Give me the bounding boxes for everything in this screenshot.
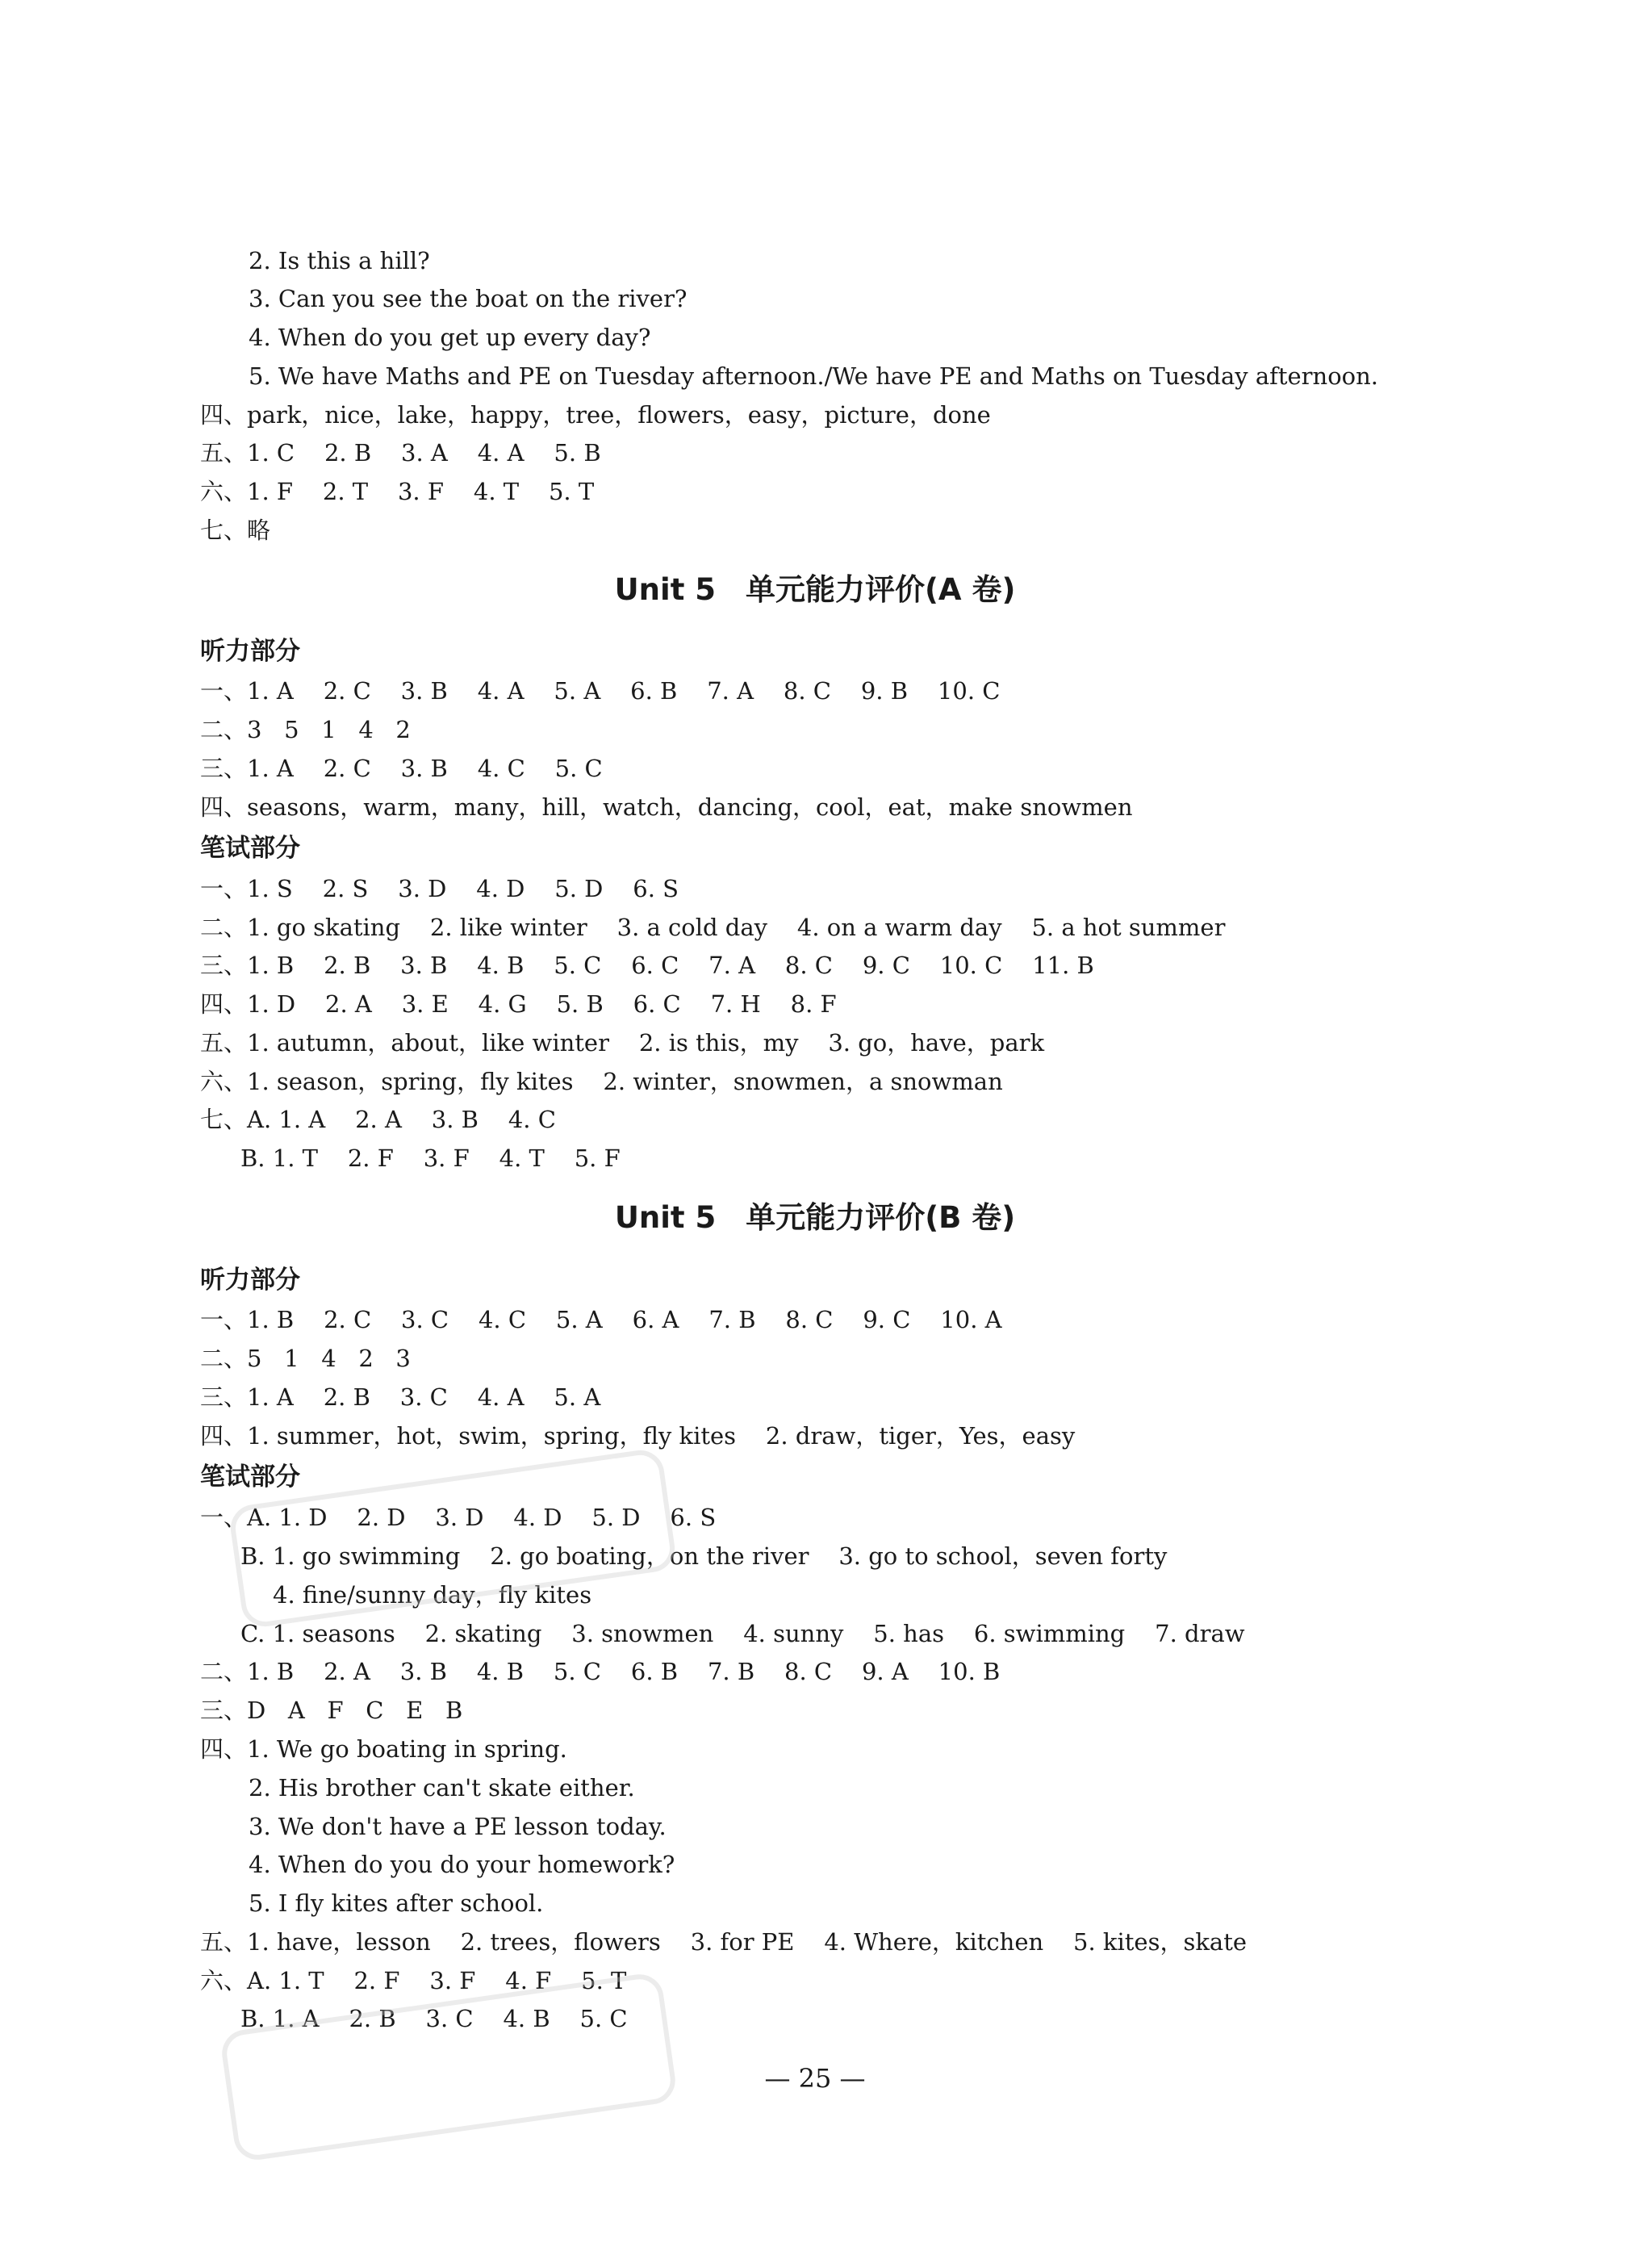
answer-line: 4. When do you get up every day? [249,324,651,351]
answer-line: 一、1. S 2. S 3. D 4. D 5. D 6. S [200,875,679,902]
unit-b-listening-heading: 听力部分 [200,1266,300,1295]
answer-line: 二、3 5 1 4 2 [200,716,411,743]
answer-line: C. 1. seasons 2. skating 3. snowmen 4. sunny 5. has 6. swimming 7. draw [240,1620,1245,1647]
answer-line: 二、1. B 2. A 3. B 4. B 5. C 6. B 7. B 8. C 9. A 10. B [200,1658,1001,1685]
answer-line: 四、1. summer，hot，swim，spring，fly kites 2. draw，tiger，Yes，easy [200,1422,1076,1450]
answer-line: 3. Can you see the boat on the river? [249,285,688,312]
unit-a-written-heading: 笔试部分 [200,834,300,863]
answer-line: 六、A. 1. T 2. F 3. F 4. F 5. T [200,1967,627,1994]
answer-line: 三、1. B 2. B 3. B 4. B 5. C 6. C 7. A 8. C 9. C 10. C 11. B [200,952,1094,979]
answer-line: 5. I fly kites after school. [249,1889,544,1917]
unit-a-title: Unit 5 单元能力评价(A 卷) [614,572,1016,607]
answer-line: 2. His brother can't skate either. [249,1774,635,1801]
unit-a-listening-heading: 听力部分 [200,637,300,666]
unit-b-written-heading: 笔试部分 [200,1462,300,1492]
answer-line: 七、A. 1. A 2. A 3. B 4. C [200,1106,556,1133]
answer-line: B. 1. T 2. F 3. F 4. T 5. F [240,1144,621,1172]
answer-line: 五、1. C 2. B 3. A 4. A 5. B [200,439,601,467]
answer-line: 三、1. A 2. C 3. B 4. C 5. C [200,755,603,782]
answer-line: 四、park，nice，lake，happy，tree，flowers，easy，picture，done [200,401,991,429]
answer-line: 2. Is this a hill? [249,247,430,274]
answer-line: 五、1. autumn，about，like winter 2. is this，my 3. go，have，park [200,1029,1045,1057]
answer-line: 一、1. A 2. C 3. B 4. A 5. A 6. B 7. A 8. C 9. B 10. C [200,677,1001,705]
answer-line: 3. We don't have a PE lesson today. [249,1813,667,1840]
answer-line: 一、A. 1. D 2. D 3. D 4. D 5. D 6. S [200,1504,717,1531]
unit-b-title: Unit 5 单元能力评价(B 卷) [614,1200,1016,1235]
answer-line: 五、1. have，lesson 2. trees，flowers 3. for PE 4. Where，kitchen 5. kites，skate [200,1928,1248,1956]
answer-line: 4. When do you do your homework? [249,1851,675,1878]
answer-line: B. 1. A 2. B 3. C 4. B 5. C [240,2005,628,2032]
answer-line: 四、1. D 2. A 3. E 4. G 5. B 6. C 7. H 8. F [200,990,837,1018]
answer-line: 四、seasons，warm，many，hill，watch，dancing，cool，eat，make snowmen [200,793,1133,821]
answer-line: 七、略 [200,517,271,544]
answer-line: 四、1. We go boating in spring. [200,1735,567,1763]
watermark-logo [219,1971,678,2162]
answer-line: 5. We have Maths and PE on Tuesday afternoon./We have PE and Maths on Tuesday afternoon. [249,362,1379,390]
answer-line: B. 1. go swimming 2. go boating，on the river 3. go to school，seven forty [240,1542,1168,1570]
answer-line: 六、1. F 2. T 3. F 4. T 5. T [200,478,595,505]
answer-line: 六、1. season，spring，fly kites 2. winter，snowmen，a snowman [200,1068,1003,1095]
answer-line: 二、1. go skating 2. like winter 3. a cold day 4. on a warm day 5. a hot summer [200,914,1226,941]
page-number: — 25 — [764,2063,866,2094]
answer-line: 二、5 1 4 2 3 [200,1345,411,1372]
answer-line: 一、1. B 2. C 3. C 4. C 5. A 6. A 7. B 8. C 9. C 10. A [200,1306,1002,1333]
answer-line: 三、D A F C E B [200,1697,463,1724]
answer-line: 三、1. A 2. B 3. C 4. A 5. A [200,1383,601,1411]
answer-line: 4. fine/sunny day，fly kites [273,1581,592,1609]
